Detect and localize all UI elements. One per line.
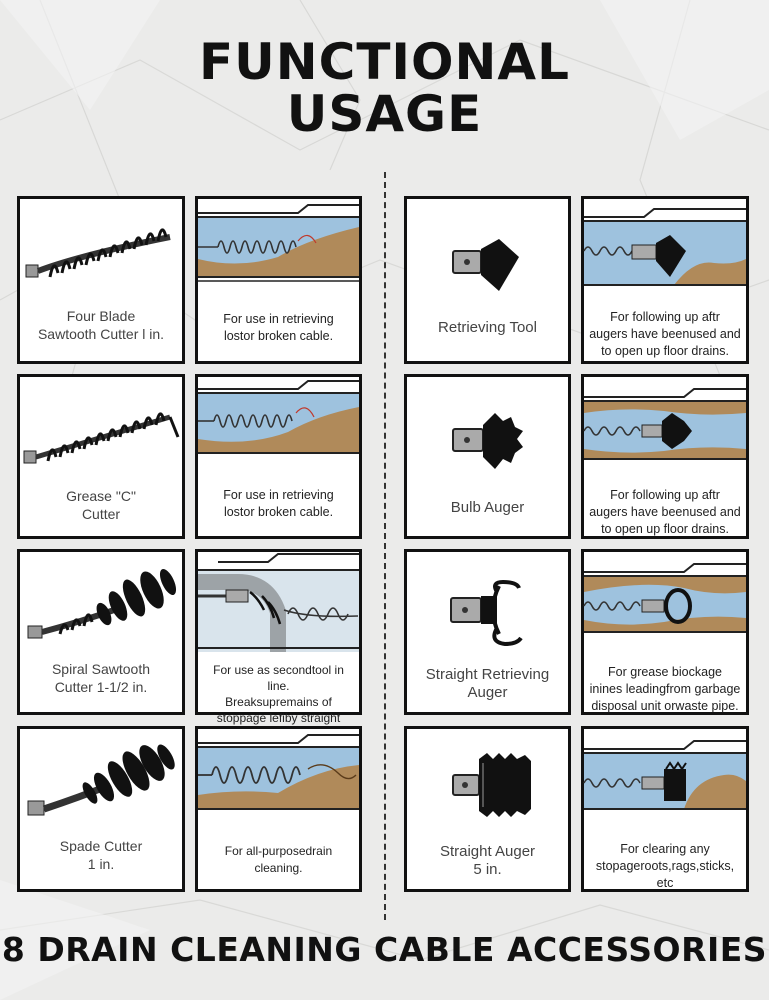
usage-card-bulb-auger [581, 374, 749, 539]
usage-line: For use in retrieving [223, 488, 334, 502]
tool-name-line: Straight Auger [439, 843, 536, 860]
tool-name [24, 487, 178, 523]
tool-card-spiral-sawtooth-cutter [17, 549, 185, 715]
tool-name-line: Sawtooth Cutter l in. [37, 326, 165, 342]
usage-line: lostor broken cable. [223, 329, 334, 343]
tool-name [24, 660, 178, 696]
usage-text [587, 487, 743, 538]
spiral-cutter-icon [20, 552, 182, 652]
usage-line: For all-purposedrain cleaning. [224, 844, 333, 875]
tool-card-spade-cutter [17, 726, 185, 892]
usage-card-four-blade-sawtooth-cutter [195, 196, 362, 364]
usage-text [201, 487, 356, 521]
pipe-retrieve-scene-icon [584, 199, 746, 299]
spring-cutter-icon [20, 199, 182, 299]
spade-cutter-icon [20, 729, 182, 829]
tool-name-line: Auger [467, 684, 508, 701]
tool-name [411, 319, 564, 337]
pipe-saw-scene-icon [584, 729, 746, 825]
tool-name [411, 843, 564, 879]
usage-line: etc [656, 876, 674, 890]
usage-card-retrieving-tool [581, 196, 749, 364]
tool-card-four-blade-sawtooth-cutter [17, 196, 185, 364]
tool-name-line: 1 in. [87, 856, 115, 872]
pipe-elbow-scene-icon [198, 552, 359, 652]
usage-line: For following up aftr [610, 310, 720, 324]
usage-line: to open up floor drains. [601, 344, 729, 358]
usage-line: For use as secondtool in line. [213, 663, 344, 693]
usage-line: augers have beenused and [589, 327, 741, 341]
tool-name-line: 5 in. [473, 861, 502, 878]
usage-text [587, 664, 743, 715]
usage-text [587, 841, 743, 892]
usage-line: lostor broken cable. [223, 505, 334, 519]
usage-card-spiral-sawtooth-cutter [195, 549, 362, 725]
usage-line: Breaksupremains of [225, 695, 332, 709]
bulb-auger-icon [407, 377, 568, 477]
pipe-cable-scene-icon [198, 729, 359, 824]
tool-card-grease-c-cutter [17, 374, 185, 539]
pipe-cable-scene-icon [198, 199, 359, 294]
straight-retrieving-auger-icon [407, 552, 568, 652]
usage-line: For use in retrieving [223, 312, 334, 326]
tool-name-line: Spade Cutter [59, 838, 143, 854]
tool-name-line: Grease "C" [66, 488, 136, 504]
usage-line: For grease biockage [608, 665, 722, 679]
tool-name-line: Cutter 1-1/2 in. [54, 679, 148, 695]
retrieving-tool-icon [407, 199, 568, 299]
tool-card-bulb-auger [404, 374, 571, 539]
usage-card-straight-retrieving-auger [581, 549, 749, 715]
tool-name-line: Spiral Sawtooth [51, 661, 151, 677]
usage-line: augers have beenused and [589, 505, 741, 519]
column-divider [384, 172, 386, 920]
usage-text [201, 311, 356, 345]
tool-name [24, 837, 178, 873]
usage-card-spade-cutter [195, 726, 362, 892]
page-title [0, 33, 769, 143]
footer-banner: 8 DRAIN CLEANING CABLE ACCESSORIES [1, 930, 768, 969]
pipe-cable-scene-icon [198, 377, 359, 469]
tool-name-line: Four Blade [66, 308, 136, 324]
usage-line: For following up aftr [610, 488, 720, 502]
tool-name-line: Bulb Auger [450, 499, 525, 516]
pipe-bulb-scene-icon [584, 377, 746, 473]
title-line-2: USAGE [286, 85, 483, 143]
pipe-loop-scene-icon [584, 552, 746, 648]
usage-text [587, 309, 743, 360]
usage-line: inines leadingfrom garbage [589, 682, 741, 696]
usage-line: stopageroots,rags,sticks, [595, 859, 735, 873]
tool-card-straight-auger [404, 726, 571, 892]
tool-name-line: Retrieving Tool [438, 319, 537, 336]
usage-line: disposal unit orwaste pipe. [591, 699, 739, 713]
tool-name [24, 307, 178, 343]
usage-line: For clearing any [620, 842, 710, 856]
tool-name [411, 666, 564, 702]
usage-card-straight-auger [581, 726, 749, 892]
usage-line: to open up floor drains. [601, 522, 729, 536]
straight-auger-icon [407, 729, 568, 829]
c-cutter-icon [20, 377, 182, 477]
tool-name-line: Straight Retrieving [425, 666, 550, 683]
usage-line: stoppage lefiby straight [216, 711, 341, 725]
tool-card-retrieving-tool [404, 196, 571, 364]
title-line-1: FUNCTIONAL [199, 33, 570, 91]
tool-name [411, 499, 564, 517]
tool-name-line: Cutter [81, 506, 121, 522]
tool-card-straight-retrieving-auger [404, 549, 571, 715]
usage-card-grease-c-cutter [195, 374, 362, 539]
usage-text [201, 843, 356, 877]
